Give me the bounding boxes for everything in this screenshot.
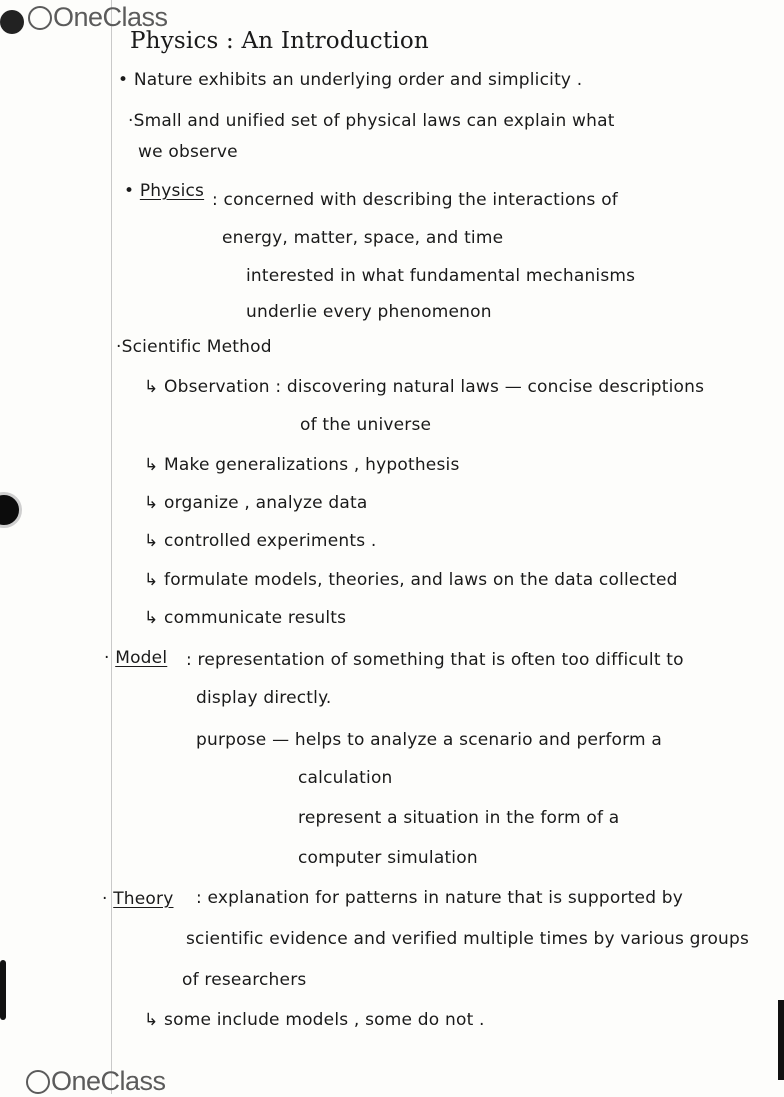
margin-line: [111, 0, 112, 1094]
note-line: of researchers: [182, 970, 307, 990]
note-line: ↳ Observation : discovering natural laws — concise descriptions: [144, 377, 705, 397]
note-line: computer simulation: [298, 848, 478, 868]
note-line: calculation: [298, 768, 393, 788]
note-line: interested in what fundamental mechanisms: [246, 266, 636, 286]
oneclass-logo-bottom: [26, 1066, 166, 1097]
page-title: Physics : An Introduction: [130, 28, 429, 54]
note-line: underlie every phenomenon: [246, 302, 492, 322]
edge-mark-top: [0, 10, 24, 34]
edge-mark-right: [778, 1000, 784, 1080]
note-line: ↳ communicate results: [144, 608, 347, 628]
note-line: represent a situation in the form of a: [298, 808, 620, 828]
note-line: ↳ Make generalizations , hypothesis: [144, 455, 460, 475]
note-line: ↳ organize , analyze data: [144, 493, 368, 513]
note-line: energy, matter, space, and time: [222, 228, 504, 248]
term-theory: · Theory: [102, 889, 174, 909]
note-line: ·Small and unified set of physical laws can explain what: [128, 111, 615, 131]
note-line: ↳ some include models , some do not .: [144, 1010, 485, 1030]
term-label: Theory: [113, 889, 174, 909]
term-model: · Model: [104, 648, 168, 668]
note-line: • Nature exhibits an underlying order and simplicity .: [118, 70, 583, 90]
note-line: display directly.: [196, 688, 332, 708]
note-line: scientific evidence and verified multiple times by various groups: [186, 929, 750, 949]
note-line: ↳ formulate models, theories, and laws on the data collected: [144, 570, 678, 590]
note-line: : explanation for patterns in nature that is supported by: [196, 888, 684, 908]
term-label: Model: [115, 648, 168, 668]
logo-ring-icon: [28, 6, 52, 30]
edge-mark-left: [0, 960, 6, 1020]
note-line: : concerned with describing the interactions of: [212, 190, 618, 210]
binder-hole: [0, 492, 22, 528]
logo-text: OneClass: [51, 1066, 166, 1096]
note-line: purpose — helps to analyze a scenario and perform a: [196, 730, 663, 750]
note-line: we observe: [138, 142, 238, 162]
note-line: ·Scientific Method: [116, 337, 272, 357]
logo-ring-icon: [26, 1070, 50, 1094]
term-label: Physics: [139, 181, 205, 201]
note-line: of the universe: [300, 415, 432, 435]
note-line: ↳ controlled experiments .: [144, 531, 377, 551]
note-line: : representation of something that is often too difficult to: [186, 650, 684, 670]
logo-text: OneClass: [53, 2, 168, 32]
term-physics: • Physics: [124, 181, 205, 201]
